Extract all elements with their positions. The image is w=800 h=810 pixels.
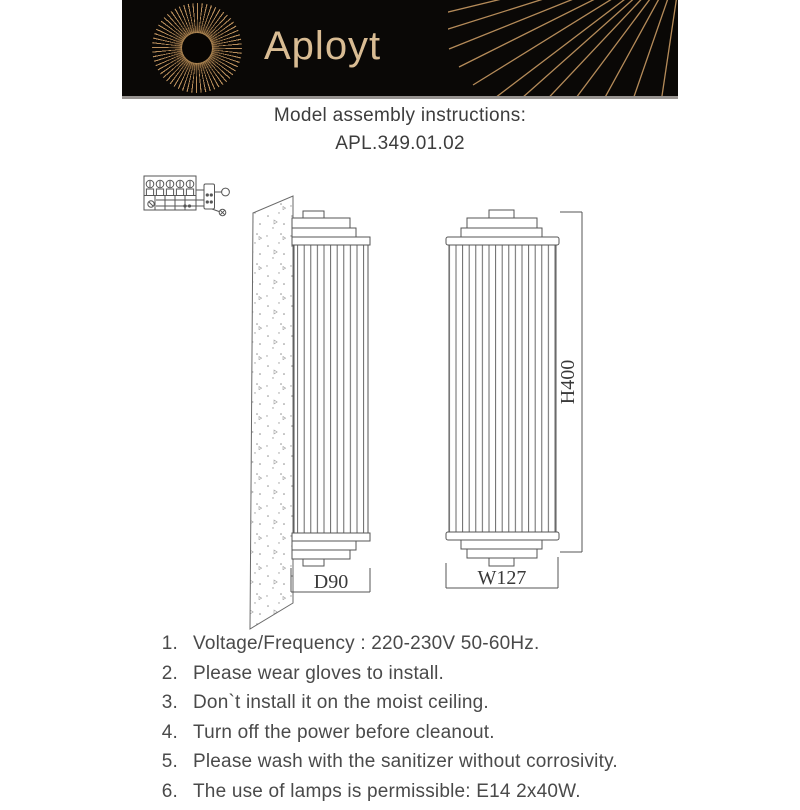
instruction-number: 6. (161, 780, 178, 802)
sunburst-core (182, 33, 212, 63)
model-number: APL.349.01.02 (335, 133, 465, 154)
instruction-item (150, 663, 680, 685)
instruction-text: Don`t install it on the moist ceiling. (193, 692, 489, 713)
instruction-list (150, 633, 680, 810)
brand-wordmark: Aployt (264, 24, 382, 68)
instruction-text: The use of lamps is permissible: E14 2x40W. (193, 780, 581, 802)
wall (250, 196, 293, 629)
page-title: Model assembly instructions: (273, 105, 527, 126)
side-view (250, 196, 370, 629)
instruction-item (150, 751, 680, 773)
instruction-text: Please wash with the sanitizer without corrosivity. (193, 751, 618, 772)
corner-rays-icon (448, 0, 678, 99)
dimension-depth-label: D90 (313, 571, 349, 593)
instruction-number: 5. (161, 751, 178, 772)
instruction-number: 2. (161, 662, 178, 684)
wiring-bracket-detail (144, 176, 229, 216)
instruction-number: 3. (161, 692, 178, 713)
instruction-item (150, 781, 680, 803)
instruction-number: 4. (161, 721, 178, 743)
instruction-text: Turn off the power before cleanout. (193, 721, 495, 743)
dimension-height-label: H400 (557, 359, 579, 405)
title-block (0, 105, 800, 155)
instruction-text: Please wear gloves to install. (193, 662, 445, 684)
technical-drawing (122, 158, 682, 636)
instruction-item (150, 692, 680, 714)
instruction-text: Voltage/Frequency : 220-230V 50-60Hz. (193, 633, 540, 654)
brand-header (122, 0, 678, 99)
instruction-item (150, 722, 680, 744)
dimension-width-label: W127 (477, 567, 527, 589)
front-view (446, 210, 582, 589)
sunburst-logo-icon (152, 3, 242, 93)
instruction-item (150, 633, 680, 655)
instruction-number: 1. (161, 633, 178, 654)
